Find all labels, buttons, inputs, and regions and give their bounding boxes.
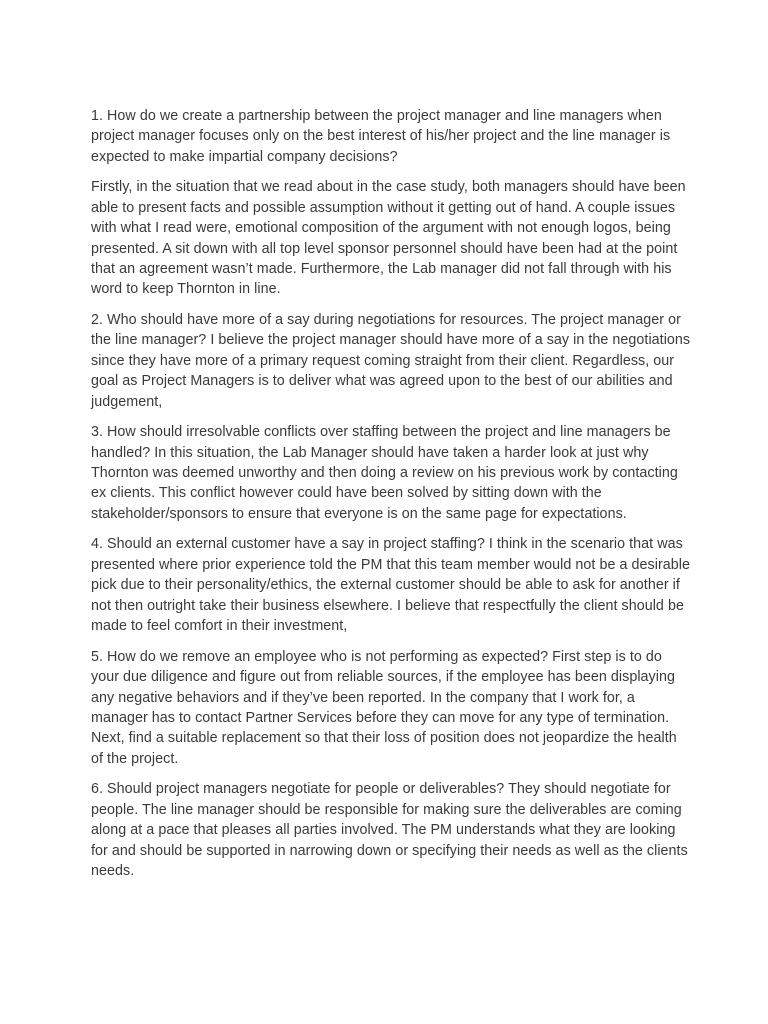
- document-page: [91, 106, 691, 892]
- paragraph-answer-1: Firstly, in the situation that we read about in the case study, both managers should have been able to present facts and possible assumption without it getting out of hand. A couple issues with what I read were, emotional composition of the argument with not enough logos, being presented. A sit down with all top level sponsor personnel should have been had at the point that an agreement wasn’t made. Furthermore, the Lab manager did not fall through with his word to keep Thornton in line.: [91, 179, 686, 298]
- paragraph-question-5: 5. How do we remove an employee who is not performing as expected? First step is to do your due diligence and figure out from reliable sources, if the employee has been displaying any negative behaviors and if they’ve been reported. In the company that I work for, a manager has to contact Partner Services before they can move for any type of termination. Next, find a suitable replacement so that their loss of position does not jeopardize the health of the project.: [91, 648, 677, 767]
- paragraph-question-6: 6. Should project managers negotiate for people or deliverables? They should negotiate for people. The line manager should be responsible for making sure the deliverables are coming along at a pace that pleases all parties involved. The PM understands what they are looking for and should be supported in narrowing down or specifying their needs as well as the clients needs.: [91, 781, 688, 879]
- paragraph-question-2: 2. Who should have more of a say during negotiations for resources. The project manager or the line manager? I believe the project manager should have more of a say in the negotiations since they have more of a primary request coming straight from their client. Regardless, our goal as Project Managers is to deliver what was agreed upon to the best of our abilities and judgement,: [91, 312, 691, 410]
- paragraph-question-1: 1. How do we create a partnership between the project manager and line managers when project manager focuses only on the best interest of his/her project and the line manager is expected to make impartial company decisions?: [91, 108, 671, 165]
- paragraph-question-3: 3. How should irresolvable conflicts over staffing between the project and line managers be handled? In this situation, the Lab Manager should have taken a harder look at just why Thornton was deemed unworthy and then doing a review on his previous work by contacting ex clients. This conflict however could have been solved by sitting down with the stakeholder/sponsors to ensure that everyone is on the same page for expectations.: [91, 424, 678, 522]
- paragraph-question-4: 4. Should an external customer have a say in project staffing? I think in the scenario that was presented where prior experience told the PM that this team member would not be a desirable pick due to their personality/ethics, the external customer should be able to ask for another if not then outright take their business elsewhere. I believe that respectfully the client should be made to feel comfort in their investment,: [91, 536, 690, 635]
